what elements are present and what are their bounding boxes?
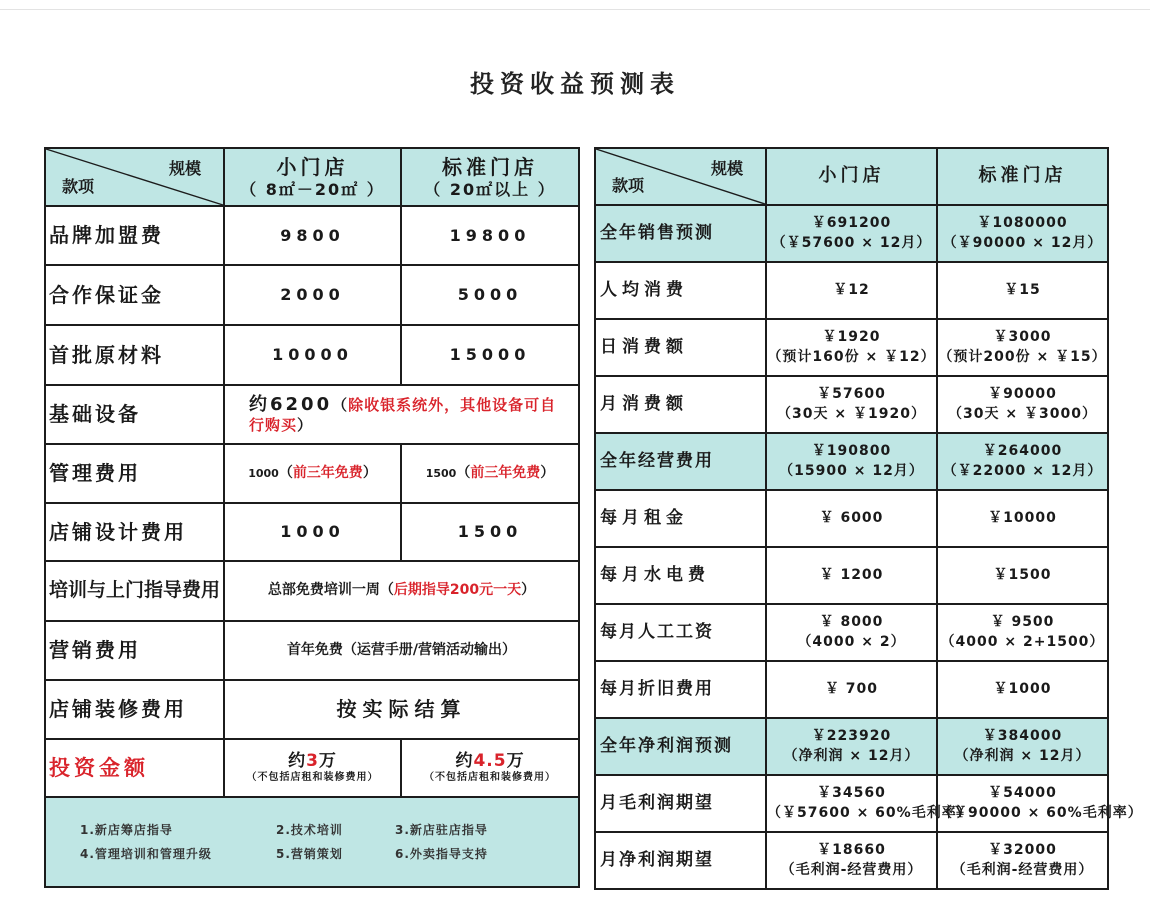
small-value bbox=[766, 376, 937, 433]
standard-value: 1500 bbox=[401, 503, 579, 561]
amount: ￥223920 bbox=[811, 727, 892, 744]
services-row bbox=[45, 797, 579, 887]
paren-open: （ bbox=[379, 582, 394, 599]
amount: ￥34560 bbox=[817, 784, 886, 801]
amount: ￥ 1200 bbox=[819, 566, 884, 583]
amount: ￥90000 bbox=[988, 385, 1057, 402]
row-label: 营销费用 bbox=[45, 621, 224, 680]
table-row bbox=[595, 547, 1108, 604]
service-item: 4.管理培训和管理升级 bbox=[80, 846, 212, 861]
amount: ￥54000 bbox=[988, 784, 1057, 801]
standard-value bbox=[937, 262, 1108, 319]
small-value bbox=[766, 604, 937, 661]
formula: （净利润 × 12月） bbox=[783, 748, 920, 764]
table-row bbox=[595, 262, 1108, 319]
table-row bbox=[595, 718, 1108, 775]
standard-value bbox=[937, 775, 1143, 832]
corner-item-label: 款项 bbox=[62, 177, 95, 196]
paren-close: ） bbox=[362, 464, 377, 481]
service-item: 1.新店筹店指导 bbox=[80, 822, 173, 837]
row-label: 月净利润期望 bbox=[595, 832, 766, 889]
row-label: 每月水电费 bbox=[595, 547, 766, 604]
table-row bbox=[45, 265, 579, 325]
marketing-value: 首年免费（运营手册/营销活动输出） bbox=[224, 621, 579, 680]
standard-value bbox=[937, 832, 1108, 889]
header-standard-store: 标准门店 bbox=[937, 148, 1108, 205]
table-row bbox=[45, 739, 579, 797]
row-label: 全年经营费用 bbox=[595, 433, 766, 490]
standard-value bbox=[937, 319, 1108, 376]
table-row bbox=[45, 621, 579, 680]
equipment-value bbox=[224, 385, 579, 444]
standard-value: 5000 bbox=[401, 265, 579, 325]
small-value bbox=[766, 262, 937, 319]
row-label: 店铺设计费用 bbox=[45, 503, 224, 561]
management-small-amount: 1000 bbox=[248, 466, 279, 480]
row-label: 投资金额 bbox=[45, 739, 224, 797]
header-standard-store bbox=[401, 148, 579, 206]
formula: （毛利润-经营费用） bbox=[951, 862, 1094, 878]
amount: ￥ 9500 bbox=[990, 613, 1055, 630]
small-investment-amount: 约3万 bbox=[288, 751, 337, 772]
standard-value bbox=[937, 718, 1108, 775]
formula: （预计200份 × ￥15） bbox=[938, 349, 1107, 365]
table-row bbox=[595, 376, 1108, 433]
formula: （毛利润-经营费用） bbox=[780, 862, 923, 878]
equipment-amount: 约6200 bbox=[249, 393, 333, 415]
small-store-title: 小门店 bbox=[276, 154, 349, 179]
small-value bbox=[766, 547, 937, 604]
table-row bbox=[595, 433, 1108, 490]
amount: ￥264000 bbox=[982, 442, 1063, 459]
small-value bbox=[766, 490, 937, 547]
amount: ￥ 700 bbox=[824, 680, 879, 697]
small-value bbox=[766, 205, 937, 262]
table-row bbox=[45, 680, 579, 739]
small-value bbox=[766, 832, 937, 889]
equipment-note: 除收银系统外，其他设备可自行购买 bbox=[249, 395, 557, 435]
header-small-store: 小门店 bbox=[766, 148, 937, 205]
right-header-row bbox=[595, 148, 1108, 205]
amount: ￥12 bbox=[833, 281, 870, 298]
standard-value bbox=[937, 547, 1108, 604]
amount: ￥1500 bbox=[993, 566, 1052, 583]
amount: ￥18660 bbox=[817, 841, 886, 858]
formula: （￥22000 × 12月） bbox=[942, 463, 1103, 479]
services-cell bbox=[45, 797, 579, 887]
service-item: 3.新店驻店指导 bbox=[395, 822, 488, 837]
formula: （￥90000 × 12月） bbox=[942, 235, 1103, 251]
standard-value bbox=[937, 433, 1108, 490]
amount: ￥691200 bbox=[811, 214, 892, 231]
formula: （30天 × ￥1920） bbox=[777, 406, 926, 422]
row-label: 店铺装修费用 bbox=[45, 680, 224, 739]
table-row bbox=[45, 503, 579, 561]
amount: ￥1000 bbox=[993, 680, 1052, 697]
table-row bbox=[595, 319, 1108, 376]
table-row bbox=[45, 385, 579, 444]
training-note: 后期指导200元一天 bbox=[393, 582, 522, 599]
row-label: 日消费额 bbox=[595, 319, 766, 376]
standard-value: 15000 bbox=[401, 325, 579, 385]
formula: （15900 × 12月） bbox=[779, 463, 924, 479]
corner-item-label: 款项 bbox=[612, 176, 645, 195]
corner-scale-label: 规模 bbox=[168, 159, 201, 178]
decoration-value: 按实际结算 bbox=[224, 680, 579, 739]
row-label: 首批原材料 bbox=[45, 325, 224, 385]
formula: （4000 × 2） bbox=[797, 634, 906, 650]
left-header-row bbox=[45, 148, 579, 206]
row-label: 全年销售预测 bbox=[595, 205, 766, 262]
paren-open: （ bbox=[456, 464, 471, 481]
row-label: 合作保证金 bbox=[45, 265, 224, 325]
table-row bbox=[45, 206, 579, 265]
training-text: 总部免费培训一周 bbox=[267, 582, 380, 599]
header-small-store bbox=[224, 148, 401, 206]
corner-scale-label: 规模 bbox=[710, 159, 743, 178]
training-value bbox=[224, 561, 579, 621]
table-row bbox=[595, 832, 1108, 889]
standard-value bbox=[937, 490, 1108, 547]
service-item: 5.营销策划 bbox=[276, 846, 343, 861]
small-investment bbox=[224, 739, 401, 797]
service-item: 6.外卖指导支持 bbox=[395, 846, 488, 861]
row-label: 培训与上门指导费用 bbox=[45, 561, 224, 621]
formula: （￥90000 × 60%毛利率） bbox=[938, 805, 1143, 821]
standard-value bbox=[401, 444, 579, 503]
small-value: 2000 bbox=[224, 265, 401, 325]
amount: ￥190800 bbox=[811, 442, 892, 459]
page-title: 投资收益预测表 bbox=[470, 70, 680, 98]
formula: （预计160份 × ￥12） bbox=[767, 349, 936, 365]
free-note: 前三年免费 bbox=[470, 464, 541, 481]
amount: ￥57600 bbox=[817, 385, 886, 402]
right-corner-cell bbox=[595, 148, 766, 205]
table-row bbox=[595, 775, 1108, 832]
small-value bbox=[766, 433, 937, 490]
amount: ￥3000 bbox=[993, 328, 1052, 345]
standard-investment bbox=[401, 739, 579, 797]
row-label: 每月租金 bbox=[595, 490, 766, 547]
small-value bbox=[766, 319, 937, 376]
standard-value bbox=[937, 205, 1108, 262]
paren-close: ） bbox=[297, 416, 314, 435]
standard-value bbox=[937, 661, 1108, 718]
management-standard-amount: 1500 bbox=[425, 466, 457, 480]
paren-close: ） bbox=[540, 464, 555, 481]
row-label: 管理费用 bbox=[45, 444, 224, 503]
standard-investment-note: （不包括店租和装修费用） bbox=[424, 772, 556, 784]
left-corner-cell bbox=[45, 148, 224, 206]
amount: ￥15 bbox=[1004, 281, 1041, 298]
row-label: 月消费额 bbox=[595, 376, 766, 433]
revenue-forecast-table bbox=[594, 147, 1143, 890]
free-note: 前三年免费 bbox=[292, 464, 363, 481]
paren-open: （ bbox=[278, 464, 293, 481]
row-label: 每月人工工资 bbox=[595, 604, 766, 661]
standard-store-size: （ 20㎡以上 ） bbox=[424, 179, 556, 199]
table-row bbox=[595, 604, 1108, 661]
standard-investment-amount: 约4.5万 bbox=[455, 751, 525, 772]
row-label: 全年净利润预测 bbox=[595, 718, 766, 775]
standard-value: 19800 bbox=[401, 206, 579, 265]
paren-close: ） bbox=[521, 582, 536, 599]
small-value bbox=[766, 718, 937, 775]
table-row bbox=[45, 444, 579, 503]
formula: （￥57600 × 60%毛利率） bbox=[767, 805, 972, 821]
row-label: 基础设备 bbox=[45, 385, 224, 444]
standard-store-title: 标准门店 bbox=[442, 154, 538, 179]
amount: ￥384000 bbox=[982, 727, 1063, 744]
top-divider bbox=[0, 9, 1150, 10]
amount: ￥ 6000 bbox=[819, 509, 884, 526]
paren-open: （ bbox=[332, 395, 349, 414]
standard-value bbox=[937, 376, 1108, 433]
row-label: 人均消费 bbox=[595, 262, 766, 319]
table-row bbox=[595, 490, 1108, 547]
amount: ￥32000 bbox=[988, 841, 1057, 858]
amount: ￥1920 bbox=[822, 328, 881, 345]
small-value bbox=[766, 775, 972, 832]
formula: （4000 × 2+1500） bbox=[940, 634, 1105, 650]
row-label: 品牌加盟费 bbox=[45, 206, 224, 265]
table-row bbox=[595, 205, 1108, 262]
small-store-size: （ 8㎡－20㎡ ） bbox=[240, 179, 385, 199]
small-value: 10000 bbox=[224, 325, 401, 385]
amount: ￥1080000 bbox=[977, 214, 1068, 231]
service-item: 2.技术培训 bbox=[276, 822, 343, 837]
small-investment-note: （不包括店租和装修费用） bbox=[246, 772, 379, 784]
amount: ￥ 8000 bbox=[819, 613, 884, 630]
row-label: 月毛利润期望 bbox=[595, 775, 766, 832]
table-row bbox=[45, 561, 579, 621]
small-value bbox=[766, 661, 937, 718]
row-label: 每月折旧费用 bbox=[595, 661, 766, 718]
formula: （净利润 × 12月） bbox=[954, 748, 1091, 764]
table-row bbox=[45, 325, 579, 385]
table-row bbox=[595, 661, 1108, 718]
investment-cost-table bbox=[44, 147, 580, 888]
small-value: 1000 bbox=[224, 503, 401, 561]
small-value: 9800 bbox=[224, 206, 401, 265]
amount: ￥10000 bbox=[988, 509, 1057, 526]
formula: （￥57600 × 12月） bbox=[771, 235, 932, 251]
small-value bbox=[224, 444, 401, 503]
standard-value bbox=[937, 604, 1108, 661]
formula: （30天 × ￥3000） bbox=[948, 406, 1097, 422]
